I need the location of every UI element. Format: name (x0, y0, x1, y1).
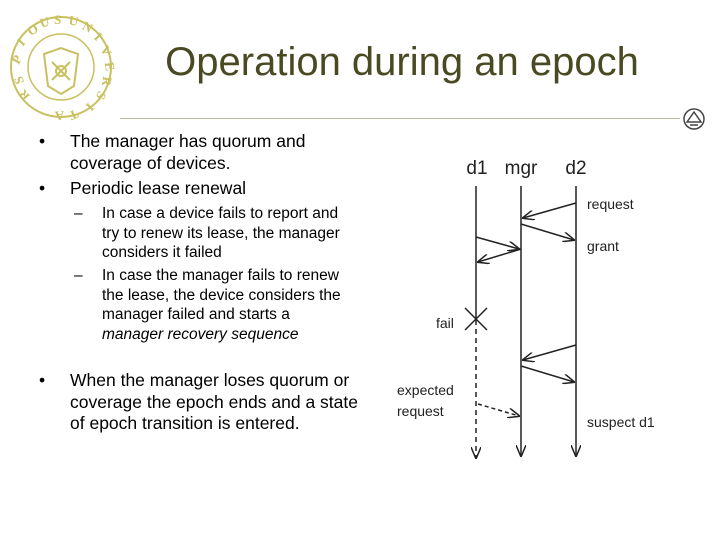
label-request: request (587, 196, 634, 212)
svg-text:I: I (83, 100, 98, 115)
lane-label-d2: d2 (565, 158, 587, 179)
svg-text:R: R (98, 75, 116, 88)
svg-text:N: N (79, 17, 96, 36)
svg-text:S: S (54, 12, 62, 27)
lane-label-d1: d1 (466, 158, 488, 179)
svg-text:R: R (15, 87, 33, 104)
svg-text:U: U (37, 13, 51, 31)
label-fail: fail (436, 315, 454, 331)
slide-title: Operation during an epoch (165, 40, 639, 84)
label-expected-request: request (397, 403, 444, 419)
msg-d2-request-2 (523, 345, 576, 360)
label-grant: grant (587, 238, 619, 254)
bullet-dot: • (39, 178, 46, 198)
svg-text:P: P (8, 52, 26, 67)
label-suspect-d1: suspect d1 (587, 414, 655, 430)
subbullet-manager-fails: – In case the manager fails to renew the lease, the device considers the manager failed and starts a manager recovery sequence (74, 267, 341, 343)
svg-text:S: S (92, 88, 110, 103)
msg-d1-request (476, 237, 519, 249)
lane-label-mgr: mgr (504, 158, 538, 179)
subbullet-dash: – (74, 205, 83, 222)
bullet-quorum: • The manager has quorum and coverage of devices. (39, 131, 306, 173)
subbullet-dash: – (74, 267, 83, 284)
svg-text:I: I (91, 29, 106, 44)
bullet-epoch-transition: • When the manager loses quorum or coverage the epoch ends and a state of epoch transition is entered. (39, 370, 358, 433)
svg-text:T: T (66, 106, 81, 124)
msg-mgr-grant-d2-2 (521, 366, 574, 382)
subbullet-device-fails: – In case a device fails to report and try to renew its lease, the manager considers it failed (74, 205, 340, 262)
msg-mgr-grant-d1 (478, 249, 521, 262)
svg-text:U: U (67, 12, 80, 30)
svg-text:A: A (54, 107, 65, 124)
bullet-dot: • (39, 131, 46, 151)
svg-text:O: O (24, 20, 41, 39)
bullet-dot: • (39, 370, 46, 390)
msg-d2-request (523, 203, 576, 218)
msg-mgr-grant-d2 (521, 224, 574, 240)
svg-text:E: E (101, 60, 118, 72)
svg-text:V: V (97, 43, 115, 59)
emphasis-recovery-sequence: manager recovery sequence (102, 325, 299, 343)
bullet-lease-renewal: • Periodic lease renewal (39, 178, 247, 198)
svg-text:S: S (10, 74, 28, 87)
msg-expected-request (478, 404, 519, 416)
label-expected: expected (397, 382, 454, 398)
svg-text:I: I (13, 34, 29, 49)
